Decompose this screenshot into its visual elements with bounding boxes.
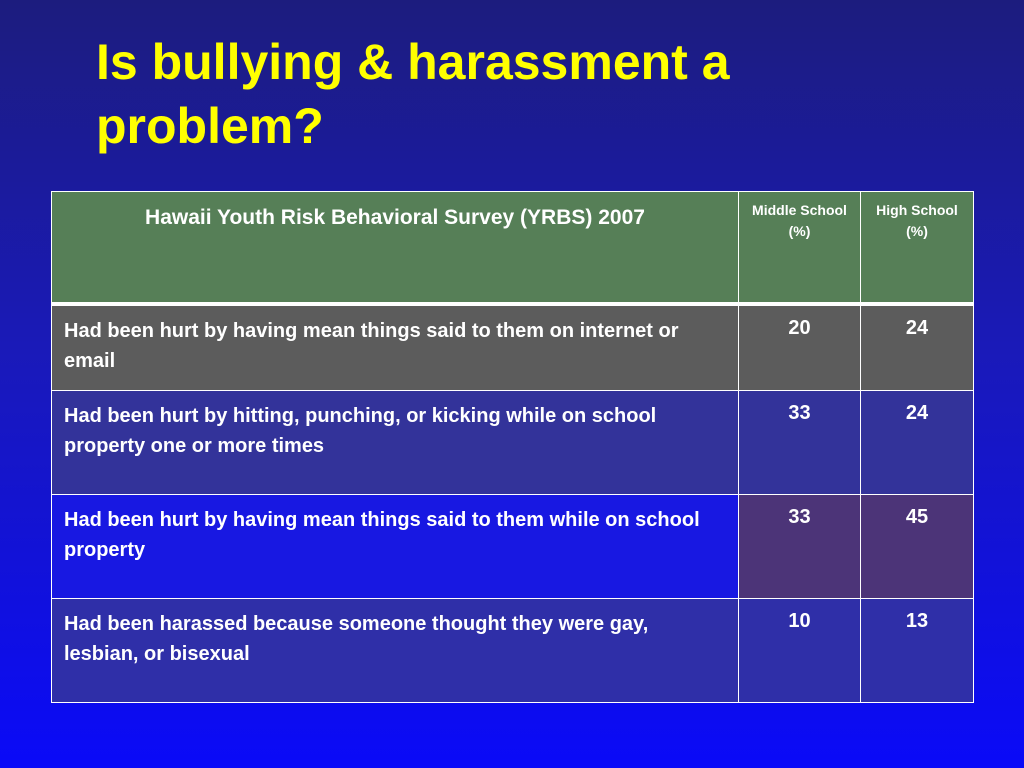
- high-school-header: High School (%): [861, 192, 974, 304]
- survey-table: [51, 191, 974, 703]
- row-description: Had been hurt by having mean things said to them while on school property: [52, 495, 739, 599]
- table-row: [52, 304, 974, 391]
- middle-school-value: 10: [739, 599, 861, 703]
- survey-header: Hawaii Youth Risk Behavioral Survey (YRBS) 2007: [52, 192, 739, 304]
- middle-school-header: Middle School (%): [739, 192, 861, 304]
- row-description: Had been hurt by hitting, punching, or kicking while on school property one or more times: [52, 391, 739, 495]
- table-row: [52, 495, 974, 599]
- high-school-value: 45: [861, 495, 974, 599]
- high-school-value: 13: [861, 599, 974, 703]
- high-school-value: 24: [861, 304, 974, 391]
- table-row: [52, 391, 974, 495]
- middle-school-value: 20: [739, 304, 861, 391]
- high-school-value: 24: [861, 391, 974, 495]
- middle-school-value: 33: [739, 495, 861, 599]
- slide-title: Is bullying & harassment a problem?: [96, 34, 730, 154]
- middle-school-value: 33: [739, 391, 861, 495]
- table-row: [52, 599, 974, 703]
- row-description: Had been harassed because someone thought they were gay, lesbian, or bisexual: [52, 599, 739, 703]
- row-description: Had been hurt by having mean things said to them on internet or email: [52, 304, 739, 391]
- table-header-row: [52, 192, 974, 304]
